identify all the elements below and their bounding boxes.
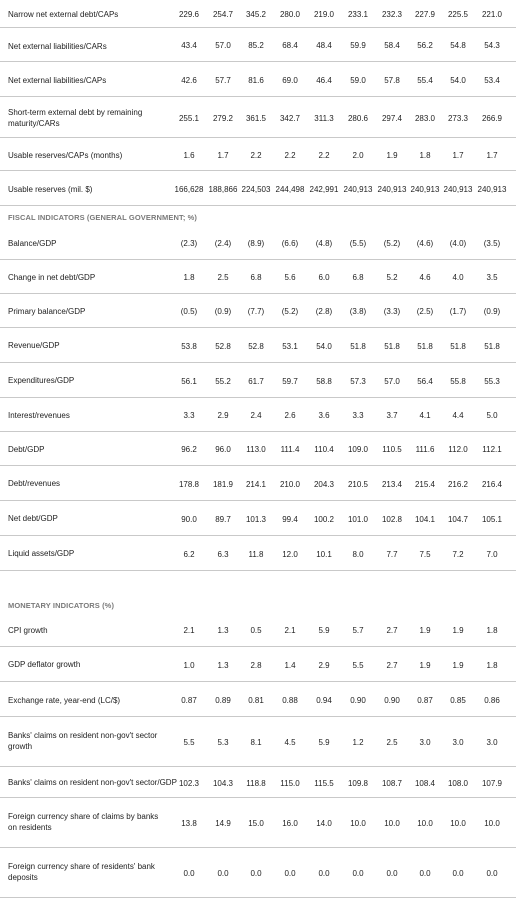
table-cell: 2.1: [183, 626, 195, 635]
table-row: [0, 398, 516, 432]
table-cell: 0.0: [318, 869, 330, 878]
table-cell: 178.8: [178, 480, 200, 489]
table-cell: 0.87: [181, 696, 197, 705]
table-cell: 221.0: [481, 10, 503, 19]
table-cell: 118.8: [246, 779, 266, 788]
table-cell: 216.4: [481, 480, 503, 489]
table-cell: 2.5: [386, 738, 398, 747]
table-cell: 5.6: [284, 273, 296, 282]
table-cell: 108.0: [447, 779, 469, 788]
table-cell: 2.7: [386, 661, 398, 670]
table-row: [0, 432, 516, 466]
table-cell: 240,913: [477, 185, 507, 194]
table-cell: 1.7: [486, 151, 498, 160]
table-cell: 0.89: [215, 696, 231, 705]
table-cell: 7.7: [386, 550, 398, 559]
table-cell: 0.90: [350, 696, 366, 705]
table-cell: 89.7: [215, 515, 231, 524]
section-header: MONETARY INDICATORS (%): [8, 601, 115, 610]
table-cell: 181.9: [212, 480, 234, 489]
table-cell: 3.3: [352, 411, 364, 420]
row-label: Short-term external debt by remaining maturity/CARs: [8, 108, 143, 128]
table-cell: 52.8: [215, 342, 231, 351]
table-cell: 104.7: [447, 515, 469, 524]
table-cell: (4.6): [416, 239, 434, 248]
row-label: Revenue/GDP: [8, 341, 60, 350]
row-label: Debt/revenues: [8, 479, 61, 488]
table-cell: 7.2: [452, 550, 464, 559]
table-cell: 311.3: [314, 114, 334, 123]
table-cell: 1.8: [486, 661, 498, 670]
table-cell: 102.8: [381, 515, 403, 524]
table-cell: 10.0: [450, 819, 466, 828]
table-cell: 1.0: [183, 661, 195, 670]
table-cell: 3.3: [183, 411, 195, 420]
table-row: [0, 848, 516, 898]
table-cell: 58.4: [384, 41, 400, 50]
table-cell: 4.5: [284, 738, 296, 747]
table-cell: 56.2: [417, 41, 433, 50]
row-label: Debt/GDP: [8, 445, 45, 454]
table-cell: 6.3: [217, 550, 229, 559]
table-cell: 96.0: [215, 445, 231, 454]
row-label: Interest/revenues: [8, 411, 70, 420]
table-cell: 345.2: [245, 10, 267, 19]
table-cell: 110.5: [382, 445, 402, 454]
table-cell: 280.6: [347, 114, 369, 123]
table-cell: 255.1: [178, 114, 200, 123]
table-cell: 42.6: [181, 76, 197, 85]
table-cell: 55.2: [215, 377, 231, 386]
table-cell: 4.4: [452, 411, 464, 420]
table-cell: 115.5: [314, 779, 334, 788]
table-cell: (2.5): [416, 307, 434, 316]
table-cell: 216.2: [447, 480, 469, 489]
table-cell: 56.1: [181, 377, 197, 386]
table-cell: 283.0: [414, 114, 436, 123]
table-cell: 2.9: [217, 411, 229, 420]
table-cell: 1.8: [183, 273, 195, 282]
row-label: Liquid assets/GDP: [8, 549, 75, 558]
table-cell: 100.2: [313, 515, 335, 524]
row-label: Usable reserves (mil. $): [8, 185, 93, 194]
table-cell: 204.3: [313, 480, 335, 489]
table-cell: 55.3: [484, 377, 500, 386]
table-cell: 240,913: [377, 185, 407, 194]
table-cell: 10.0: [417, 819, 433, 828]
table-cell: 6.2: [183, 550, 195, 559]
table-cell: 5.0: [486, 411, 498, 420]
table-cell: 56.4: [417, 377, 433, 386]
table-cell: 5.5: [352, 661, 364, 670]
table-row: [0, 294, 516, 328]
table-cell: (3.8): [349, 307, 367, 316]
table-cell: (3.3): [383, 307, 401, 316]
table-cell: 0.0: [352, 869, 364, 878]
table-cell: 297.4: [381, 114, 403, 123]
table-cell: (6.6): [281, 239, 299, 248]
table-cell: 1.9: [419, 626, 431, 635]
table-row: [0, 28, 516, 62]
table-cell: 68.4: [282, 41, 298, 50]
table-cell: (0.9): [214, 307, 232, 316]
table-cell: 57.8: [384, 76, 400, 85]
table-cell: 54.8: [450, 41, 466, 50]
table-cell: 2.2: [284, 151, 296, 160]
table-cell: 108.7: [381, 779, 403, 788]
table-cell: 111.4: [280, 445, 300, 454]
table-row: [0, 466, 516, 501]
row-label: Net external liabilities/CAPs: [8, 76, 107, 85]
table-row: [0, 536, 516, 571]
table-cell: 2.7: [386, 626, 398, 635]
table-cell: 3.0: [486, 738, 498, 747]
table-cell: 112.1: [482, 445, 502, 454]
table-cell: 6.8: [250, 273, 262, 282]
table-cell: 57.0: [215, 41, 231, 50]
table-cell: 1.4: [284, 661, 296, 670]
row-label: Banks' claims on resident non-gov't sector/GDP: [8, 778, 177, 787]
table-row: [0, 682, 516, 717]
table-cell: (8.9): [247, 239, 265, 248]
row-label: Net external liabilities/CARs: [8, 42, 107, 51]
table-row: [0, 138, 516, 171]
row-label: Usable reserves/CAPs (months): [8, 151, 123, 160]
table-cell: 8.1: [250, 738, 262, 747]
table-cell: 113.0: [246, 445, 266, 454]
table-cell: 12.0: [282, 550, 298, 559]
row-label: Primary balance/GDP: [8, 307, 86, 316]
table-cell: 3.0: [419, 738, 431, 747]
table-cell: 2.4: [250, 411, 262, 420]
table-cell: 1.9: [452, 626, 464, 635]
table-cell: 5.2: [386, 273, 398, 282]
table-cell: 99.4: [282, 515, 298, 524]
table-cell: 96.2: [181, 445, 197, 454]
table-cell: 7.5: [419, 550, 431, 559]
table-cell: 3.6: [318, 411, 330, 420]
table-cell: 108.4: [414, 779, 436, 788]
table-cell: 104.3: [212, 779, 234, 788]
table-row: [0, 260, 516, 294]
table-cell: 112.0: [448, 445, 468, 454]
table-row: [0, 798, 516, 848]
table-cell: 210.0: [279, 480, 301, 489]
table-cell: 5.9: [318, 626, 330, 635]
table-cell: 0.90: [384, 696, 400, 705]
table-cell: 266.9: [481, 114, 503, 123]
row-label: Foreign currency share of claims by banks on residents: [8, 812, 159, 832]
table-cell: 101.3: [245, 515, 267, 524]
table-cell: 107.9: [481, 779, 503, 788]
table-cell: 240,913: [443, 185, 473, 194]
table-cell: 0.0: [386, 869, 398, 878]
table-cell: 115.0: [280, 779, 300, 788]
table-cell: 57.0: [384, 377, 400, 386]
table-cell: 1.6: [183, 151, 195, 160]
table-cell: (0.5): [180, 307, 198, 316]
table-cell: 254.7: [212, 10, 234, 19]
table-cell: 8.0: [352, 550, 364, 559]
table-cell: (5.5): [349, 239, 367, 248]
table-cell: 54.0: [450, 76, 466, 85]
table-row: [0, 226, 516, 260]
table-cell: 48.4: [316, 41, 332, 50]
table-cell: (3.5): [483, 239, 501, 248]
table-row: [0, 717, 516, 767]
table-cell: 90.0: [181, 515, 197, 524]
table-cell: 51.8: [417, 342, 433, 351]
table-cell: 1.9: [419, 661, 431, 670]
table-cell: 232.3: [381, 10, 403, 19]
table-row: [0, 62, 516, 97]
table-cell: 43.4: [181, 41, 197, 50]
table-cell: 1.9: [386, 151, 398, 160]
table-cell: 2.0: [352, 151, 364, 160]
table-cell: 102.3: [178, 779, 200, 788]
table-cell: 5.5: [183, 738, 195, 747]
table-cell: 58.8: [316, 377, 332, 386]
table-row: [0, 171, 516, 206]
table-cell: 104.1: [414, 515, 436, 524]
table-cell: 273.3: [447, 114, 469, 123]
table-cell: 219.0: [313, 10, 335, 19]
table-cell: 188,866: [208, 185, 238, 194]
table-cell: 52.8: [248, 342, 264, 351]
row-label: Net debt/GDP: [8, 514, 58, 523]
table-cell: 214.1: [245, 480, 267, 489]
table-cell: 1.7: [217, 151, 229, 160]
section-header: FISCAL INDICATORS (GENERAL GOVERNMENT; %): [8, 213, 197, 222]
table-cell: 2.2: [318, 151, 330, 160]
table-row: [0, 363, 516, 398]
table-cell: 51.8: [350, 342, 366, 351]
table-cell: 1.2: [352, 738, 364, 747]
table-cell: 0.0: [452, 869, 464, 878]
row-label: CPI growth: [8, 626, 48, 635]
table-cell: 54.3: [484, 41, 500, 50]
table-cell: 0.0: [183, 869, 195, 878]
table-cell: 109.0: [347, 445, 369, 454]
row-label: Narrow net external debt/CAPs: [8, 10, 119, 19]
table-cell: 5.3: [217, 738, 229, 747]
table-cell: 6.8: [352, 273, 364, 282]
table-cell: 53.8: [181, 342, 197, 351]
table-cell: 210.5: [347, 480, 369, 489]
table-row: [0, 97, 516, 138]
table-cell: 0.0: [284, 869, 296, 878]
table-cell: 166,628: [174, 185, 204, 194]
row-label: Exchange rate, year-end (LC/$): [8, 696, 121, 705]
table-cell: 55.4: [417, 76, 433, 85]
table-cell: 224,503: [241, 185, 271, 194]
table-cell: 244,498: [275, 185, 305, 194]
table-cell: 3.5: [486, 273, 498, 282]
table-cell: 0.5: [250, 626, 262, 635]
table-cell: 1.3: [217, 661, 229, 670]
table-cell: (0.9): [483, 307, 501, 316]
table-cell: 233.1: [347, 10, 369, 19]
table-cell: 342.7: [279, 114, 301, 123]
table-cell: 0.0: [486, 869, 498, 878]
table-cell: 51.8: [484, 342, 500, 351]
table-cell: 0.94: [316, 696, 332, 705]
table-cell: (2.8): [315, 307, 333, 316]
row-label: Foreign currency share of residents' bank deposits: [8, 862, 155, 882]
row-label: Balance/GDP: [8, 239, 57, 248]
table-cell: (1.7): [449, 307, 467, 316]
table-cell: 57.7: [215, 76, 231, 85]
table-cell: 5.9: [318, 738, 330, 747]
table-row: [0, 501, 516, 536]
table-cell: 10.1: [316, 550, 332, 559]
table-cell: 10.0: [350, 819, 366, 828]
table-cell: 0.85: [450, 696, 466, 705]
table-cell: 11.8: [248, 550, 264, 559]
table-cell: 227.9: [414, 10, 436, 19]
table-cell: 3.0: [452, 738, 464, 747]
table-cell: 4.1: [419, 411, 431, 420]
table-row: [0, 613, 516, 647]
table-cell: 279.2: [212, 114, 234, 123]
table-cell: 1.7: [452, 151, 464, 160]
row-label: GDP deflator growth: [8, 660, 81, 669]
table-cell: 2.1: [284, 626, 296, 635]
table-cell: 240,913: [410, 185, 440, 194]
table-cell: 111.6: [415, 445, 435, 454]
table-cell: 109.8: [347, 779, 369, 788]
table-cell: 1.8: [486, 626, 498, 635]
table-cell: 0.0: [217, 869, 229, 878]
table-cell: 213.4: [381, 480, 403, 489]
table-cell: 1.3: [217, 626, 229, 635]
table-cell: 7.0: [486, 550, 498, 559]
table-cell: 1.9: [452, 661, 464, 670]
table-cell: 51.8: [450, 342, 466, 351]
table-cell: 10.0: [484, 819, 500, 828]
table-cell: 14.9: [215, 819, 231, 828]
table-cell: (4.8): [315, 239, 333, 248]
table-row: [0, 647, 516, 682]
table-cell: 240,913: [343, 185, 373, 194]
table-cell: 55.8: [450, 377, 466, 386]
table-cell: 2.8: [250, 661, 262, 670]
table-cell: 5.7: [352, 626, 364, 635]
table-cell: (5.2): [383, 239, 401, 248]
table-cell: 0.86: [484, 696, 500, 705]
table-cell: 2.6: [284, 411, 296, 420]
table-cell: 53.1: [282, 342, 298, 351]
table-cell: 81.6: [248, 76, 264, 85]
table-cell: 110.4: [314, 445, 334, 454]
table-row: [0, 0, 516, 28]
table-cell: 2.5: [217, 273, 229, 282]
table-cell: 53.4: [484, 76, 500, 85]
table-cell: 0.0: [419, 869, 431, 878]
table-cell: 6.0: [318, 273, 330, 282]
table-cell: 85.2: [248, 41, 264, 50]
table-cell: 15.0: [248, 819, 264, 828]
table-cell: 0.88: [282, 696, 298, 705]
table-cell: 361.5: [245, 114, 267, 123]
table-cell: 59.9: [350, 41, 366, 50]
table-cell: (5.2): [281, 307, 299, 316]
table-cell: (2.3): [180, 239, 198, 248]
row-label: Change in net debt/GDP: [8, 273, 96, 282]
table-cell: 2.9: [318, 661, 330, 670]
table-cell: 0.81: [248, 696, 264, 705]
table-row: [0, 767, 516, 798]
table-cell: (2.4): [214, 239, 232, 248]
table-cell: 54.0: [316, 342, 332, 351]
table-cell: 4.6: [419, 273, 431, 282]
table-cell: 16.0: [282, 819, 298, 828]
table-cell: 57.3: [350, 377, 366, 386]
row-label: Expenditures/GDP: [8, 376, 75, 385]
table-cell: 59.0: [350, 76, 366, 85]
row-label: Banks' claims on resident non-gov't sector growth: [8, 731, 158, 751]
table-cell: 105.1: [481, 515, 503, 524]
table-cell: 13.8: [181, 819, 197, 828]
table-cell: (4.0): [449, 239, 467, 248]
table-cell: 51.8: [384, 342, 400, 351]
table-cell: 10.0: [384, 819, 400, 828]
table-cell: 101.0: [347, 515, 369, 524]
table-cell: 46.4: [316, 76, 332, 85]
table-row: [0, 328, 516, 363]
table-cell: 59.7: [282, 377, 298, 386]
table-cell: 215.4: [414, 480, 436, 489]
table-cell: 280.0: [279, 10, 301, 19]
table-cell: 225.5: [447, 10, 469, 19]
table-cell: 14.0: [316, 819, 332, 828]
table-cell: 2.2: [250, 151, 262, 160]
table-cell: 0.87: [417, 696, 433, 705]
table-cell: (7.7): [247, 307, 265, 316]
table-cell: 61.7: [248, 377, 264, 386]
table-cell: 242,991: [309, 185, 339, 194]
table-cell: 0.0: [250, 869, 262, 878]
table-cell: 69.0: [282, 76, 298, 85]
table-cell: 229.6: [178, 10, 200, 19]
table-cell: 1.8: [419, 151, 431, 160]
table-cell: 4.0: [452, 273, 464, 282]
table-cell: 3.7: [386, 411, 398, 420]
